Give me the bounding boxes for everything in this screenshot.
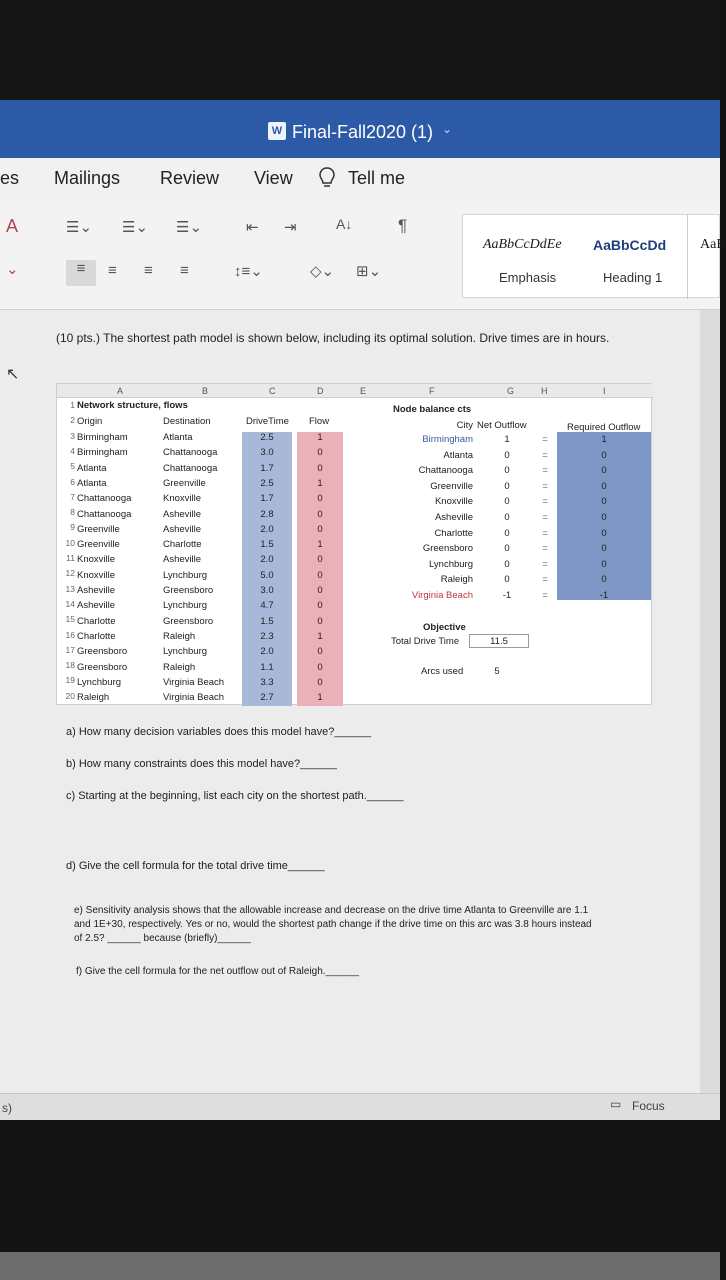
node-city-cell: Asheville bbox=[434, 512, 473, 523]
arc-destination-cell: Charlotte bbox=[163, 539, 202, 551]
tab-mailings[interactable]: Mailings bbox=[54, 168, 121, 188]
arc-flow-cell: 0 bbox=[317, 569, 323, 581]
arc-time-cell: 3.3 bbox=[260, 676, 274, 688]
question-f: f) Give the cell formula for the net outflow out of Raleigh.______ bbox=[76, 966, 359, 977]
spreadsheet-image bbox=[56, 383, 652, 705]
bullets-icon[interactable]: ☰⌄ bbox=[66, 219, 93, 236]
arc-time-cell: 1.5 bbox=[260, 539, 274, 551]
col-g: G bbox=[507, 386, 515, 396]
col-d: D bbox=[317, 386, 324, 396]
arc-flow-cell: 0 bbox=[317, 447, 323, 459]
focus-icon[interactable]: ▭ bbox=[610, 1097, 622, 1111]
arc-time-cell: 1.7 bbox=[260, 493, 274, 505]
node-city-cell: Greenville bbox=[430, 480, 473, 492]
arc-destination-cell: Virginia Beach bbox=[163, 676, 225, 688]
header-origin: Origin bbox=[77, 416, 103, 427]
node-city-cell: Birmingham bbox=[422, 434, 473, 445]
style-sample: AaBbCcDdEe bbox=[483, 237, 562, 252]
objective-label: Objective bbox=[423, 622, 466, 633]
arc-origin-cell: Greenville bbox=[77, 523, 120, 535]
arc-origin-cell: Birmingham bbox=[77, 432, 128, 443]
arc-origin-cell: Knoxville bbox=[77, 569, 116, 581]
photo-edge-strip bbox=[0, 1252, 720, 1280]
arc-origin-cell: Raleigh bbox=[77, 692, 110, 704]
node-required-cell: 0 bbox=[601, 465, 607, 477]
row-number: 5 bbox=[70, 461, 75, 472]
arc-flow-cell: 0 bbox=[317, 661, 323, 673]
node-net-outflow-cell: -1 bbox=[502, 590, 512, 601]
row-number: 13 bbox=[65, 583, 75, 594]
ribbon-home bbox=[0, 202, 726, 310]
lightbulb-icon[interactable] bbox=[318, 166, 336, 190]
row-number: 9 bbox=[70, 522, 75, 533]
arc-destination-cell: Lynchburg bbox=[163, 646, 208, 658]
arc-flow-cell: 1 bbox=[317, 432, 323, 443]
row-number: 18 bbox=[65, 660, 75, 671]
question-intro: (10 pts.) The shortest path model is shown below, including its optimal solution. Drive times are in hours. bbox=[56, 331, 610, 345]
numbering-icon[interactable]: ☰⌄ bbox=[122, 219, 149, 236]
row-number: 12 bbox=[65, 568, 75, 579]
node-required-cell: -1 bbox=[599, 590, 609, 601]
font-color-dropdown-icon[interactable]: ⌄ bbox=[6, 261, 19, 278]
node-required-cell: 0 bbox=[601, 543, 607, 555]
arc-destination-cell: Atlanta bbox=[163, 432, 193, 443]
title-chevron-down-icon[interactable]: ⌄ bbox=[442, 122, 453, 136]
node-net-outflow-cell: 0 bbox=[504, 527, 510, 539]
header-net-outflow: Net Outflow bbox=[477, 420, 527, 431]
node-equals-cell: = bbox=[542, 449, 548, 461]
window-title: Final-Fall2020 (1) bbox=[292, 122, 434, 142]
arc-time-cell: 2.0 bbox=[260, 523, 274, 535]
align-center-icon[interactable]: ≡ bbox=[108, 262, 117, 279]
node-balance-title: Node balance cts bbox=[393, 404, 472, 415]
arc-origin-cell: Asheville bbox=[77, 600, 116, 612]
align-left-icon[interactable]: ≡ bbox=[66, 260, 96, 286]
arc-time-cell: 2.0 bbox=[260, 646, 274, 658]
title-bar bbox=[0, 100, 720, 158]
node-net-outflow-cell: 0 bbox=[504, 543, 510, 555]
status-left: s) bbox=[2, 1101, 12, 1115]
row-number: 19 bbox=[65, 675, 75, 686]
node-equals-cell: = bbox=[542, 465, 548, 477]
arc-flow-cell: 0 bbox=[317, 646, 323, 658]
total-drive-time-value: 11.5 bbox=[490, 636, 508, 647]
total-drive-time-cell bbox=[469, 634, 529, 648]
node-city-cell: Atlanta bbox=[443, 449, 473, 461]
justify-icon[interactable]: ≡ bbox=[180, 262, 189, 279]
arc-time-cell: 1.7 bbox=[260, 462, 274, 474]
row-number: 1 bbox=[70, 400, 75, 410]
scrollbar-track[interactable] bbox=[700, 310, 720, 1098]
node-net-outflow-cell: 0 bbox=[504, 558, 510, 570]
row-number: 14 bbox=[65, 598, 75, 609]
line-spacing-icon[interactable]: ↕≡⌄ bbox=[234, 263, 263, 280]
node-equals-cell: = bbox=[542, 496, 548, 508]
style-heading-1[interactable] bbox=[583, 215, 683, 299]
header-drive-time: DriveTime bbox=[246, 416, 289, 427]
arc-destination-cell: Greensboro bbox=[163, 615, 214, 627]
tab-review[interactable]: Review bbox=[160, 168, 220, 188]
column-headers bbox=[57, 384, 653, 398]
row-number: 11 bbox=[66, 553, 75, 563]
col-f: F bbox=[429, 386, 435, 396]
arc-time-cell: 3.0 bbox=[260, 585, 274, 596]
style-name: Heading 1 bbox=[603, 270, 663, 285]
style-name: Emphasis bbox=[499, 270, 557, 285]
arc-time-cell: 2.5 bbox=[260, 432, 274, 443]
col-i: I bbox=[603, 386, 606, 396]
arc-time-cell: 1.1 bbox=[260, 661, 274, 673]
node-required-cell: 0 bbox=[601, 527, 607, 539]
arc-time-cell: 1.5 bbox=[260, 615, 274, 627]
align-right-icon[interactable]: ≡ bbox=[144, 262, 153, 279]
node-required-cell: 0 bbox=[601, 512, 607, 523]
arc-flow-cell: 0 bbox=[317, 523, 323, 535]
question-e: e) Sensitivity analysis shows that the allowable increase and decrease on the drive time Atlanta to Greenville are 1.1 and 1E+30, respectively. Yes or no, would the shortest path change if the drive time on this arc was 3.8 hours instead of 2.5? ______ because (briefly)______ bbox=[74, 905, 592, 944]
arc-flow-cell: 1 bbox=[317, 692, 323, 704]
node-city-cell: Chattanooga bbox=[418, 465, 473, 477]
sort-icon[interactable]: A↓ bbox=[336, 216, 353, 232]
node-equals-cell: = bbox=[542, 590, 548, 601]
row-number: 4 bbox=[70, 445, 75, 456]
question-c: c) Starting at the beginning, list each city on the shortest path.______ bbox=[66, 790, 404, 802]
node-net-outflow-cell: 0 bbox=[504, 465, 510, 477]
arc-flow-cell: 0 bbox=[317, 462, 323, 474]
arc-origin-cell: Lynchburg bbox=[77, 676, 122, 688]
arcs-used-label: Arcs used bbox=[421, 666, 464, 677]
node-city-cell: Greensboro bbox=[422, 543, 473, 555]
arc-destination-cell: Lynchburg bbox=[163, 600, 208, 612]
node-required-cell: 0 bbox=[601, 480, 607, 492]
arc-origin-cell: Charlotte bbox=[77, 615, 116, 627]
arc-origin-cell: Birmingham bbox=[77, 447, 128, 459]
row-number: 7 bbox=[70, 491, 75, 502]
arc-flow-cell: 1 bbox=[317, 477, 323, 489]
style-sample: AaBbCcDd bbox=[593, 237, 667, 253]
node-city-cell: Lynchburg bbox=[428, 558, 473, 570]
arc-origin-cell: Asheville bbox=[77, 585, 116, 596]
node-required-cell: 0 bbox=[601, 558, 607, 570]
col-b: B bbox=[202, 386, 209, 396]
node-city-cell: Charlotte bbox=[434, 527, 473, 539]
node-equals-cell: = bbox=[542, 574, 548, 586]
arc-time-cell: 2.0 bbox=[260, 554, 274, 566]
node-net-outflow-cell: 0 bbox=[504, 512, 510, 523]
cursor-icon: ↖ bbox=[6, 366, 20, 383]
node-net-outflow-cell: 0 bbox=[504, 574, 510, 586]
word-doc-icon: W bbox=[268, 122, 286, 140]
clear-formatting-icon[interactable]: A bbox=[6, 216, 19, 236]
arc-origin-cell: Greenville bbox=[77, 539, 120, 551]
tab-partial[interactable]: es bbox=[0, 168, 20, 188]
arc-flow-cell: 0 bbox=[317, 600, 323, 612]
col-a: A bbox=[117, 386, 124, 396]
arc-origin-cell: Atlanta bbox=[77, 477, 107, 489]
arc-destination-cell: Greensboro bbox=[163, 585, 214, 596]
row-number: 16 bbox=[65, 629, 75, 640]
arc-destination-cell: Asheville bbox=[163, 554, 202, 566]
node-net-outflow-cell: 0 bbox=[504, 449, 510, 461]
node-equals-cell: = bbox=[542, 480, 548, 492]
arc-flow-cell: 0 bbox=[317, 676, 323, 688]
status-bar bbox=[0, 1093, 720, 1120]
shading-icon[interactable]: ◇⌄ bbox=[310, 263, 335, 280]
row-number: 3 bbox=[70, 430, 75, 441]
node-equals-cell: = bbox=[542, 543, 548, 555]
multilevel-list-icon[interactable]: ☰⌄ bbox=[176, 219, 203, 236]
arc-origin-cell: Greensboro bbox=[77, 646, 128, 658]
node-city-cell: Raleigh bbox=[440, 574, 473, 586]
pilcrow-icon[interactable]: ¶ bbox=[398, 216, 408, 235]
arc-flow-cell: 0 bbox=[317, 554, 323, 566]
question-b: b) How many constraints does this model have?______ bbox=[66, 758, 337, 770]
arc-time-cell: 2.8 bbox=[260, 508, 274, 520]
arc-time-cell: 2.5 bbox=[260, 477, 274, 489]
arc-time-cell: 2.7 bbox=[260, 692, 274, 704]
arc-flow-cell: 1 bbox=[317, 539, 323, 551]
arc-destination-cell: Knoxville bbox=[163, 493, 202, 505]
arc-destination-cell: Raleigh bbox=[163, 630, 196, 642]
node-net-outflow-cell: 0 bbox=[504, 480, 510, 492]
node-city-cell: Knoxville bbox=[434, 496, 473, 508]
question-d: d) Give the cell formula for the total drive time______ bbox=[66, 860, 325, 872]
row-number: 6 bbox=[70, 476, 75, 487]
arc-destination-cell: Chattanooga bbox=[163, 462, 218, 474]
node-required-cell: 1 bbox=[601, 434, 607, 445]
node-required-cell: 0 bbox=[601, 496, 607, 508]
arc-time-cell: 5.0 bbox=[260, 569, 274, 581]
header-city: City bbox=[456, 420, 473, 431]
photo-background-bottom bbox=[0, 1120, 720, 1280]
arc-destination-cell: Virginia Beach bbox=[163, 692, 225, 704]
arc-time-cell: 2.3 bbox=[260, 630, 274, 642]
borders-icon[interactable]: ⊞⌄ bbox=[356, 263, 382, 280]
arc-origin-cell: Charlotte bbox=[77, 630, 116, 642]
row-number: 20 bbox=[65, 690, 75, 701]
arc-destination-cell: Chattanooga bbox=[163, 447, 218, 459]
node-required-cell: 0 bbox=[601, 449, 607, 461]
arc-origin-cell: Greensboro bbox=[77, 661, 128, 673]
arc-destination-cell: Asheville bbox=[163, 523, 202, 535]
arc-flow-cell: 0 bbox=[317, 585, 323, 596]
col-e: E bbox=[360, 386, 367, 396]
header-required-outflow: Required Outflow bbox=[567, 422, 641, 433]
style-emphasis[interactable] bbox=[463, 215, 583, 299]
node-equals-cell: = bbox=[542, 512, 548, 523]
styles-gallery bbox=[462, 214, 726, 298]
node-net-outflow-cell: 0 bbox=[504, 496, 510, 508]
arc-destination-cell: Asheville bbox=[163, 508, 202, 520]
row-number: 17 bbox=[65, 644, 75, 655]
style-sample: AaB bbox=[700, 237, 726, 252]
arc-destination-cell: Raleigh bbox=[163, 661, 196, 673]
arc-time-cell: 4.7 bbox=[260, 600, 274, 612]
tab-view[interactable]: View bbox=[254, 168, 293, 188]
ribbon-tabs bbox=[0, 158, 720, 202]
photo-background-top bbox=[0, 0, 720, 100]
node-equals-cell: = bbox=[542, 434, 548, 445]
arc-origin-cell: Chattanooga bbox=[77, 493, 132, 505]
arc-flow-cell: 0 bbox=[317, 508, 323, 520]
arcs-used-value: 5 bbox=[494, 666, 500, 677]
header-flow: Flow bbox=[309, 416, 330, 427]
row-number: 2 bbox=[70, 415, 75, 426]
arc-origin-cell: Atlanta bbox=[77, 462, 107, 474]
node-equals-cell: = bbox=[542, 558, 548, 570]
row-number: 15 bbox=[65, 614, 75, 625]
node-required-cell: 0 bbox=[601, 574, 607, 586]
arc-destination-cell: Greenville bbox=[163, 477, 206, 489]
node-city-cell: Virginia Beach bbox=[411, 590, 473, 601]
question-a: a) How many decision variables does this model have?______ bbox=[66, 726, 372, 738]
node-net-outflow-cell: 1 bbox=[504, 434, 510, 445]
increase-indent-icon[interactable]: ⇥ bbox=[284, 219, 297, 236]
row-number: 8 bbox=[70, 507, 75, 518]
arc-flow-cell: 0 bbox=[317, 615, 323, 627]
arc-origin-cell: Knoxville bbox=[77, 554, 116, 566]
decrease-indent-icon[interactable]: ⇤ bbox=[246, 219, 259, 236]
style-next[interactable] bbox=[687, 215, 726, 299]
focus-button[interactable]: Focus bbox=[632, 1099, 665, 1113]
arc-destination-cell: Lynchburg bbox=[163, 569, 208, 581]
col-h: H bbox=[541, 386, 548, 396]
arc-flow-cell: 1 bbox=[317, 630, 323, 642]
total-drive-time-label: Total Drive Time bbox=[391, 636, 460, 647]
arc-origin-cell: Chattanooga bbox=[77, 508, 132, 520]
section-title: Network structure, flows bbox=[77, 400, 188, 411]
arc-flow-cell: 0 bbox=[317, 493, 323, 505]
arc-time-cell: 3.0 bbox=[260, 447, 274, 459]
node-equals-cell: = bbox=[542, 527, 548, 539]
header-destination: Destination bbox=[163, 416, 211, 427]
col-c: C bbox=[269, 386, 276, 396]
tell-me-search[interactable]: Tell me bbox=[348, 168, 406, 188]
row-number: 10 bbox=[65, 537, 75, 548]
